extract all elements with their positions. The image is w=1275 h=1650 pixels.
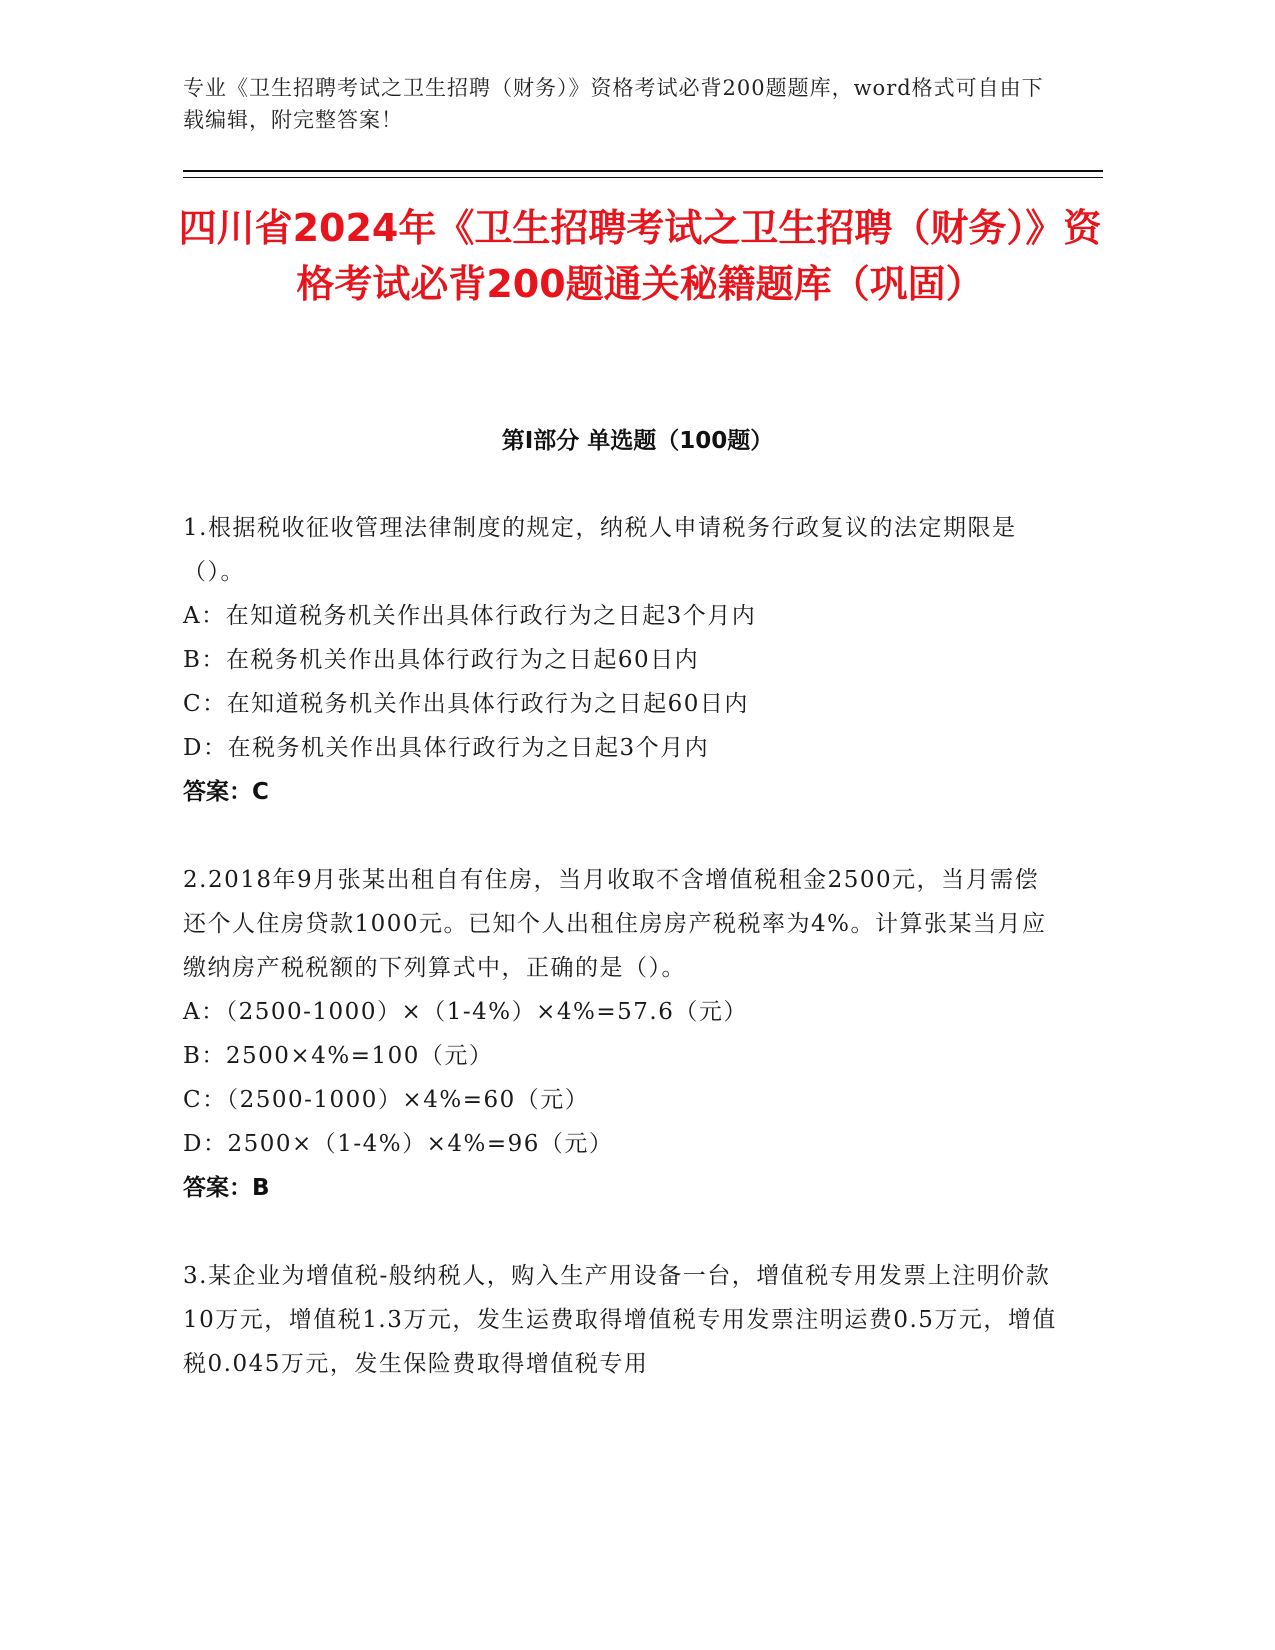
- question-1: [183, 506, 1063, 814]
- option-d: D：2500×（1-4%）×4%=96（元）: [183, 1131, 614, 1157]
- option-c: C：在知道税务机关作出具体行政行为之日起60日内: [183, 691, 749, 717]
- answer: 答案：B: [183, 1175, 270, 1201]
- option-a: A：（2500-1000）×（1-4%）×4%=57.6（元）: [183, 999, 748, 1025]
- question-stem: 1.根据税收征收管理法律制度的规定，纳税人申请税务行政复议的法定期限是（）。: [183, 515, 1017, 585]
- header-rule-thin: [183, 177, 1103, 178]
- option-c: C：（2500-1000）×4%=60（元）: [183, 1087, 590, 1113]
- question-2: [183, 858, 1063, 1210]
- option-a: A：在知道税务机关作出具体行政行为之日起3个月内: [183, 603, 757, 629]
- question-stem: 2.2018年9月张某出租自有住房，当月收取不含增值税租金2500元，当月需偿还个人住房贷款1000元。已知个人出租住房房产税税率为4%。计算张某当月应缴纳房产税税额的下列算式中，正确的是（）。: [183, 867, 1047, 981]
- document-title: 四川省2024年《卫生招聘考试之卫生招聘（财务）》资格考试必背200题通关秘籍题库（巩固）: [178, 206, 1102, 306]
- header-note: 专业《卫生招聘考试之卫生招聘（财务）》资格考试必背200题题库，word格式可自由下载编辑，附完整答案！: [183, 76, 1044, 132]
- header-rule-thick: [183, 170, 1103, 172]
- option-d: D：在税务机关作出具体行政行为之日起3个月内: [183, 735, 710, 761]
- question-list: [183, 506, 1063, 1430]
- option-b: B：2500×4%=100（元）: [183, 1043, 494, 1069]
- question-3: [183, 1254, 1063, 1386]
- option-b: B：在税务机关作出具体行政行为之日起60日内: [183, 647, 700, 673]
- question-stem: 3.某企业为增值税-般纳税人，购入生产用设备一台，增值税专用发票上注明价款10万元，增值税1.3万元，发生运费取得增值税专用发票注明运费0.5万元，增值税0.045万元，发生保险费取得增值税专用: [183, 1263, 1057, 1377]
- section-heading: 第I部分 单选题（100题）: [501, 428, 774, 454]
- answer: 答案：C: [183, 779, 269, 805]
